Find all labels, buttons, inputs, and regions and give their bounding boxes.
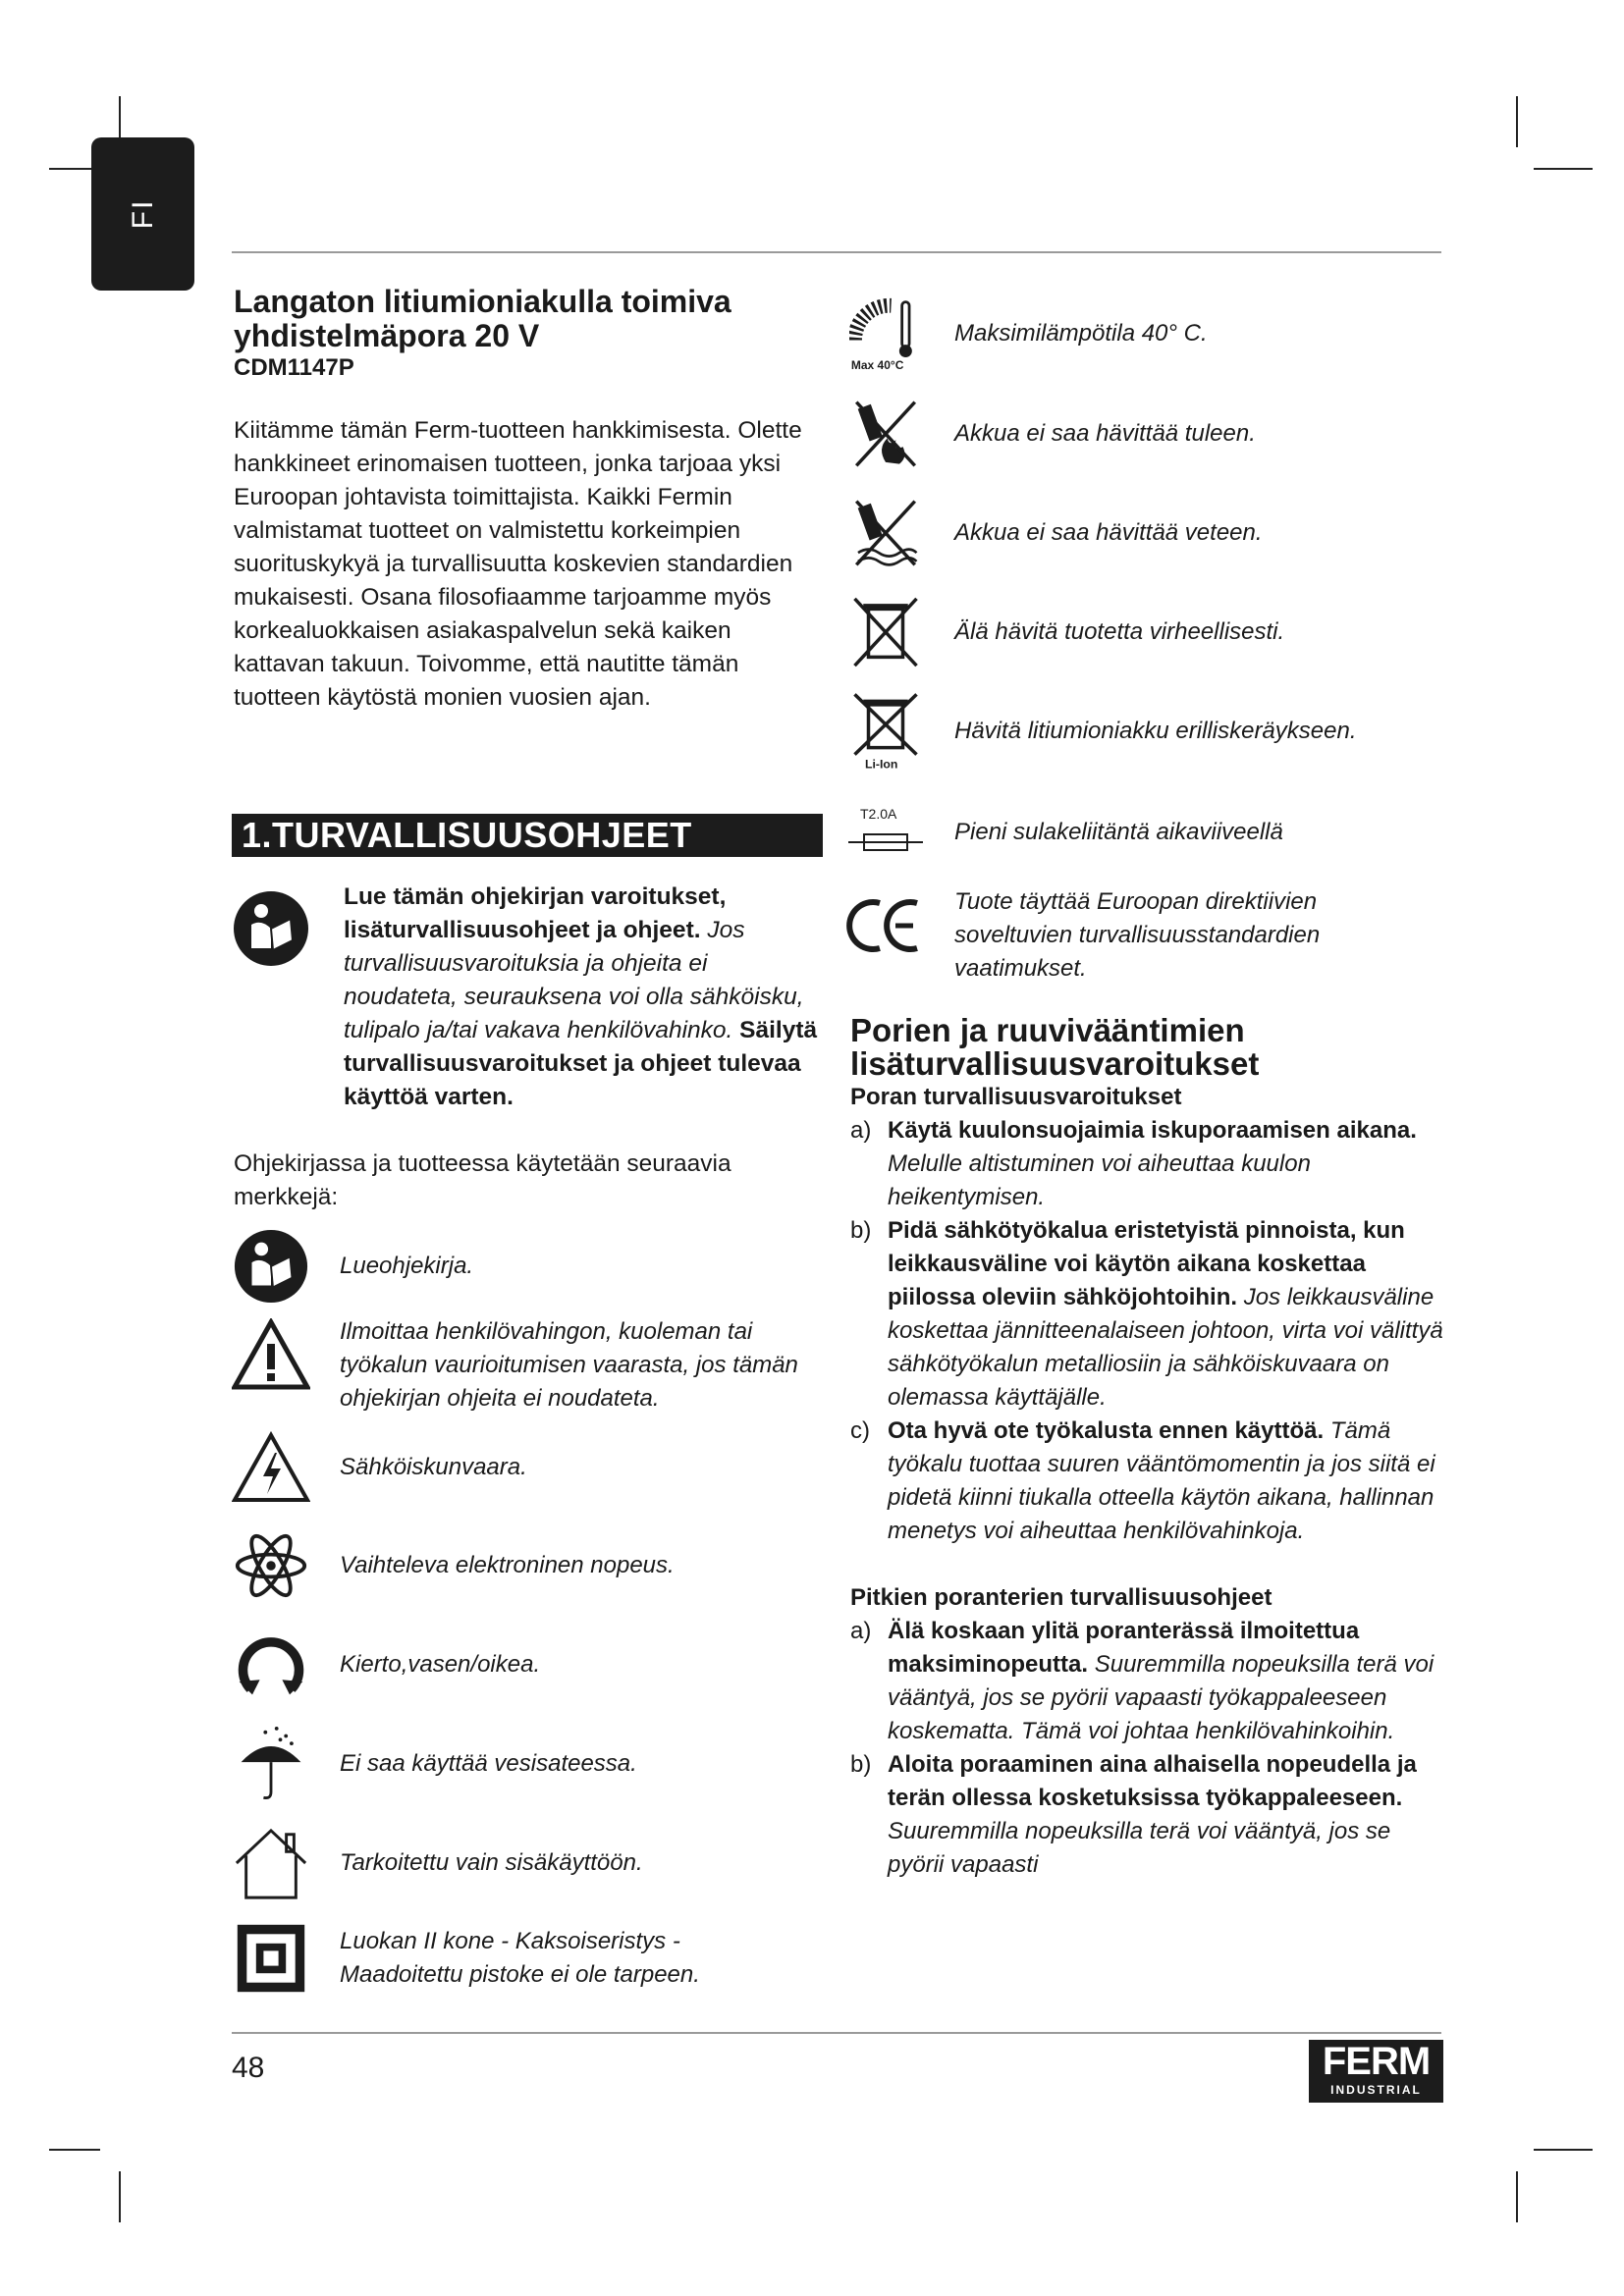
- symbols-intro: Ohjekirjassa ja tuotteessa käytetään seuraavia merkkejä:: [234, 1150, 731, 1210]
- symbol-row: [846, 593, 1455, 671]
- max-temp-label: Max 40°C: [850, 358, 904, 373]
- drill-safety-section: [850, 1014, 1443, 1882]
- page-number: 48: [232, 2052, 265, 2084]
- symbol-text: Vaihteleva elektroninen nopeus.: [340, 1552, 675, 1578]
- item-italic: Jos leikkausväline koskettaa jännitteenalaiseen johtoon, virta voi välittyä sähkötyökalun metalliosiin ja sähköiskuvaara on olemassa käyttäjälle.: [888, 1284, 1443, 1411]
- item-italic: Tämä työkalu tuottaa suuren vääntömomentin ja jos siitä ei pidetä kiinni tiukalla otteella käytön aikana, hallinnan menetys voi aiheuttaa henkilövahinkoja.: [888, 1417, 1435, 1544]
- class-ii-icon: [232, 1919, 310, 1998]
- warning-bold-1: Lue tämän ohjekirjan varoitukset, lisäturvallisuusohjeet ja ohjeet.: [344, 883, 727, 943]
- item-bold: Älä koskaan ylitä poranterässä ilmoitettua maksiminopeutta.: [888, 1618, 1360, 1678]
- list-item: [850, 1748, 1443, 1882]
- crossed-bin-li-ion-icon: [846, 692, 925, 771]
- item-italic: Suuremmilla nopeuksilla terä voi vääntyä, jos se pyörii vapaasti työkappaleeseen koskematta. Tämä voi johtaa henkilövahinkoihin.: [888, 1651, 1435, 1744]
- intro-paragraph: Kiitämme tämän Ferm-tuotteen hankkimisesta. Olette hankkineet erinomaisen tuotteen, jonka tarjoaa yksi Euroopan johtavista toimittajista. Kaikki Fermin valmistamat tuotteet on valmistettu korkeimpien suorituskykyä ja turvallisuutta koskevien standardien mukaisesti. Osana filosofiaamme tarjoamme myös korkealuokkaisen asiakaspalvelun sekä kaiken kattavan takuun. Toivomme, että nautitte tämän tuotteen käytöstä monien vuosien ajan.: [234, 417, 802, 711]
- symbol-text: Älä hävitä tuotetta virheellisesti.: [954, 618, 1285, 645]
- list-item: [850, 1114, 1443, 1214]
- symbol-row: [232, 1526, 831, 1605]
- symbol-row: [846, 494, 1445, 572]
- drill-subheading: Poran turvallisuusvaroitukset: [850, 1084, 1182, 1110]
- symbol-text: Hävitä litiumioniakku erilliskeräykseen.: [954, 718, 1357, 744]
- read-manual-icon: [232, 1227, 310, 1306]
- item-bold: Ota hyvä ote työkalusta ennen käyttöä.: [888, 1417, 1325, 1444]
- symbol-text: Tarkoitettu vain sisäkäyttöön.: [340, 1849, 643, 1876]
- symbol-row: [232, 1227, 831, 1306]
- symbol-row: [232, 1315, 831, 1415]
- item-bold: Pidä sähkötyökalua eristetyistä pinnoista, kun leikkausväline voi käytön aikana koskettaa piilossa oleviin sähköjohtoihin.: [888, 1217, 1405, 1310]
- header-rule: [232, 251, 1441, 253]
- list-item: [850, 1415, 1443, 1548]
- symbol-text: Maksimilämpötila 40° C.: [954, 320, 1208, 347]
- item-bold: Aloita poraaminen aina alhaisella nopeudella ja terän ollessa kosketuksissa työkappaleeseen.: [888, 1751, 1417, 1811]
- footer-rule: [232, 2032, 1441, 2034]
- item-italic: Melulle altistuminen voi aiheuttaa kuulon heikentymisen.: [888, 1150, 1311, 1210]
- warning-italic: Jos turvallisuusvaroituksia ja ohjeita ei noudateta, seurauksena voi olla sähköisku, tulipalo ja/tai vakava henkilövahinko.: [344, 917, 804, 1043]
- item-label: b): [850, 1217, 872, 1244]
- section-heading: 1.TURVALLISUUSOHJEET: [232, 814, 823, 857]
- logo-sub-text: INDUSTRIAL: [1330, 2083, 1422, 2097]
- item-label: c): [850, 1417, 870, 1444]
- crop-mark: [1516, 2171, 1518, 2222]
- document-title-line2: yhdistelmäpora 20 V: [234, 318, 540, 353]
- electronic-speed-icon: [232, 1526, 310, 1605]
- item-italic: Suuremmilla nopeuksilla terä voi vääntyä, jos se pyörii vapaasti: [888, 1818, 1391, 1878]
- right-heading-line2: lisäturvallisuusvaroitukset: [850, 1045, 1260, 1082]
- warning-triangle-icon: [232, 1315, 310, 1394]
- logo-main-text: FERM: [1322, 2040, 1431, 2083]
- fuse-icon: [846, 793, 925, 872]
- document-title-line1: Langaton litiumioniakulla toimiva: [234, 284, 731, 319]
- language-tab: [91, 137, 194, 291]
- symbol-text: Tuote täyttää Euroopan direktiivien soveltuvien turvallisuusstandardien vaatimukset.: [954, 888, 1321, 982]
- symbol-row: [846, 395, 1445, 473]
- symbol-text: Lueohjekirja.: [340, 1253, 474, 1279]
- crop-mark: [1516, 96, 1518, 147]
- item-label: a): [850, 1117, 872, 1144]
- list-item: [850, 1214, 1443, 1415]
- crossed-bin-icon: [846, 593, 925, 671]
- house-icon: [232, 1824, 310, 1902]
- item-bold: Käytä kuulonsuojaimia iskuporaamisen aikana.: [888, 1117, 1417, 1144]
- crop-mark: [1534, 168, 1593, 170]
- electric-hazard-icon: [232, 1428, 310, 1507]
- symbol-text: Kierto,vasen/oikea.: [340, 1651, 541, 1678]
- symbol-row: [232, 1919, 831, 1998]
- symbol-row: [846, 294, 1445, 373]
- symbol-row: [232, 1626, 831, 1704]
- fuse-label: T2.0A: [860, 806, 897, 822]
- no-fire-disposal-icon: [846, 395, 925, 473]
- symbol-row: [232, 1725, 831, 1803]
- crop-mark: [1534, 2149, 1593, 2151]
- symbol-row: [232, 1824, 831, 1902]
- symbol-row: [846, 692, 1455, 771]
- warning-block: [234, 881, 823, 1214]
- list-item: [850, 1615, 1443, 1748]
- crop-mark: [119, 2171, 121, 2222]
- ferm-logo: [1309, 2040, 1443, 2103]
- symbol-text: Akkua ei saa hävittää tuleen.: [954, 420, 1256, 447]
- max-temperature-icon: [846, 294, 925, 373]
- left-column: [234, 285, 823, 715]
- symbol-row: [232, 1428, 831, 1507]
- model-number: CDM1147P: [234, 354, 354, 381]
- right-heading-line1: Porien ja ruuvivääntimien: [850, 1012, 1245, 1048]
- item-label: a): [850, 1618, 872, 1644]
- language-code: FI: [126, 198, 159, 230]
- symbol-text: Pieni sulakeliitäntä aikaviiveellä: [954, 819, 1283, 845]
- long-bits-subheading: Pitkien poranterien turvallisuusohjeet: [850, 1584, 1272, 1611]
- warning-bold-2: Säilytä turvallisuusvaroitukset ja ohjeet tulevaa käyttöä varten.: [344, 1017, 818, 1110]
- li-ion-label: Li-Ion: [865, 757, 898, 771]
- ce-mark-icon: [846, 885, 925, 964]
- rotation-icon: [232, 1626, 310, 1704]
- umbrella-rain-icon: [232, 1725, 310, 1803]
- symbol-text: Ilmoittaa henkilövahingon, kuoleman tai työkalun vaurioitumisen vaarasta, jos tämän ohjekirjan ohjeita ei noudateta.: [340, 1318, 798, 1412]
- symbol-row: [846, 885, 1445, 986]
- no-water-disposal-icon: [846, 494, 925, 572]
- symbol-text: Sähköiskunvaara.: [340, 1454, 527, 1480]
- item-label: b): [850, 1751, 872, 1778]
- crop-mark: [49, 2149, 100, 2151]
- symbol-text: Ei saa käyttää vesisateessa.: [340, 1750, 637, 1777]
- symbol-row: [846, 793, 1445, 872]
- symbol-text: Akkua ei saa hävittää veteen.: [954, 519, 1263, 546]
- symbol-text: Luokan II kone - Kaksoiseristys - Maadoitettu pistoke ei ole tarpeen.: [340, 1928, 700, 1988]
